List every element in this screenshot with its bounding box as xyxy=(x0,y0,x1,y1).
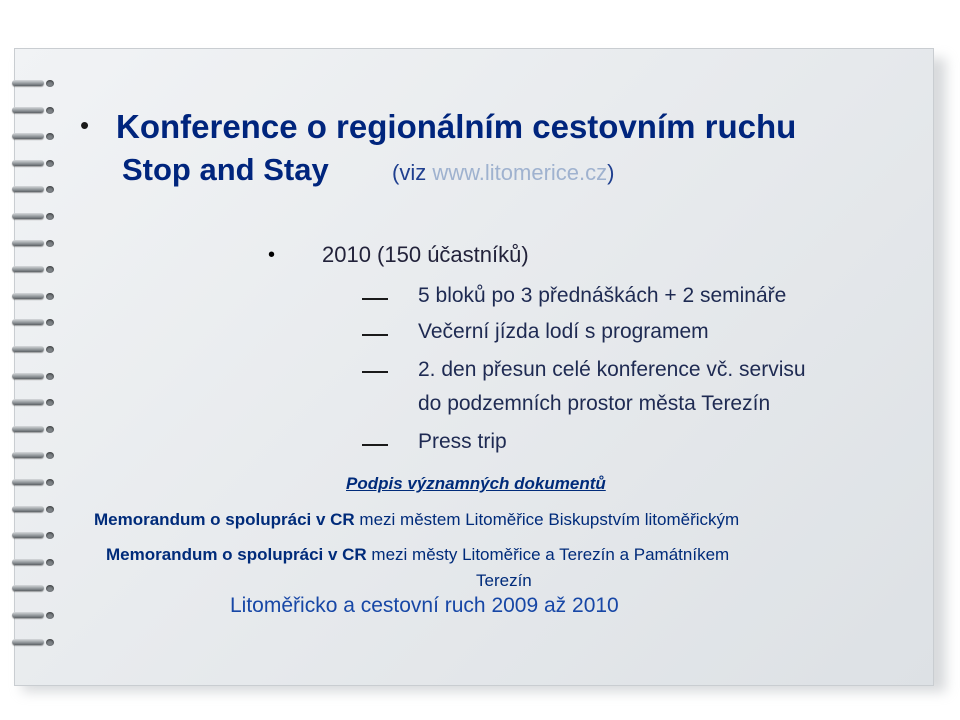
ring-hole xyxy=(46,479,54,486)
ring-wire xyxy=(12,612,44,618)
spiral-ring xyxy=(10,80,56,88)
ring-wire xyxy=(12,293,44,299)
footer-title: Litoměřicko a cestovní ruch 2009 až 2010 xyxy=(230,594,619,617)
spiral-ring xyxy=(10,506,56,514)
ring-wire xyxy=(12,160,44,166)
ring-hole xyxy=(46,373,54,380)
ring-hole xyxy=(46,186,54,193)
ring-hole xyxy=(46,585,54,592)
sub-item: Večerní jízda lodí s programem xyxy=(418,320,709,343)
spiral-ring xyxy=(10,479,56,487)
ring-hole xyxy=(46,506,54,513)
memorandum-2: Memorandum o spolupráci v CR mezi městy Litoměřice a Terezín a Památníkem xyxy=(106,545,730,564)
ring-wire xyxy=(12,240,44,246)
event-name: Stop and Stay xyxy=(122,152,329,187)
ring-hole xyxy=(46,240,54,247)
sub-item: Press trip xyxy=(418,430,507,453)
sub-item: 5 bloků po 3 přednáškách + 2 semináře xyxy=(418,284,787,307)
dash-icon xyxy=(362,444,388,446)
ring-wire xyxy=(12,266,44,272)
spiral-ring xyxy=(10,452,56,460)
ring-wire xyxy=(12,639,44,645)
spiral-binding xyxy=(10,80,56,660)
ring-wire xyxy=(12,80,44,86)
ring-wire xyxy=(12,319,44,325)
ring-wire xyxy=(12,426,44,432)
spiral-ring xyxy=(10,107,56,115)
spiral-ring xyxy=(10,426,56,434)
spiral-ring xyxy=(10,240,56,248)
bullet-icon: • xyxy=(268,244,276,266)
ring-hole xyxy=(46,293,54,300)
memorandum-1: Memorandum o spolupráci v CR mezi městem Litoměřice Biskupstvím litoměřickým xyxy=(94,510,740,529)
year-item: 2010 (150 účastníků) xyxy=(322,242,529,267)
spiral-ring xyxy=(10,346,56,354)
ring-hole xyxy=(46,346,54,353)
spiral-ring xyxy=(10,319,56,327)
ring-hole xyxy=(46,612,54,619)
spiral-ring xyxy=(10,532,56,540)
spiral-ring xyxy=(10,133,56,141)
ring-hole xyxy=(46,399,54,406)
memorandum-2-continuation: Terezín xyxy=(476,571,532,590)
ring-wire xyxy=(12,373,44,379)
ring-wire xyxy=(12,559,44,565)
ring-wire xyxy=(12,479,44,485)
ring-wire xyxy=(12,532,44,538)
ring-wire xyxy=(12,186,44,192)
dash-icon xyxy=(362,334,388,336)
ring-hole xyxy=(46,266,54,273)
spiral-ring xyxy=(10,160,56,168)
dash-icon xyxy=(362,298,388,300)
ring-wire xyxy=(12,506,44,512)
ring-hole xyxy=(46,160,54,167)
ring-hole xyxy=(46,107,54,114)
spiral-ring xyxy=(10,399,56,407)
spiral-ring xyxy=(10,612,56,620)
ring-wire xyxy=(12,346,44,352)
ring-hole xyxy=(46,532,54,539)
ring-hole xyxy=(46,426,54,433)
spiral-ring xyxy=(10,186,56,194)
ring-hole xyxy=(46,452,54,459)
ring-hole xyxy=(46,80,54,87)
spiral-ring xyxy=(10,266,56,274)
ring-hole xyxy=(46,559,54,566)
bullet-icon: • xyxy=(80,110,90,140)
spiral-ring xyxy=(10,585,56,593)
ring-wire xyxy=(12,213,44,219)
ring-hole xyxy=(46,319,54,326)
ring-wire xyxy=(12,107,44,113)
dash-icon xyxy=(362,371,388,373)
sub-item-continuation: do podzemních prostor města Terezín xyxy=(418,392,771,415)
ring-wire xyxy=(12,399,44,405)
spiral-ring xyxy=(10,213,56,221)
ring-wire xyxy=(12,133,44,139)
website-link[interactable]: www.litomerice.cz xyxy=(432,160,608,185)
signing-heading: Podpis významných dokumentů xyxy=(346,474,606,493)
slide-title: Konference o regionálním cestovním ruchu xyxy=(116,108,797,145)
website-reference: (viz www.litomerice.cz) xyxy=(392,160,615,185)
ring-wire xyxy=(12,452,44,458)
ring-hole xyxy=(46,133,54,140)
spiral-ring xyxy=(10,559,56,567)
ring-wire xyxy=(12,585,44,591)
ring-hole xyxy=(46,213,54,220)
spiral-ring xyxy=(10,293,56,301)
spiral-ring xyxy=(10,373,56,381)
spiral-ring xyxy=(10,639,56,647)
ring-hole xyxy=(46,639,54,646)
sub-item: 2. den přesun celé konference vč. servisu xyxy=(418,358,806,381)
